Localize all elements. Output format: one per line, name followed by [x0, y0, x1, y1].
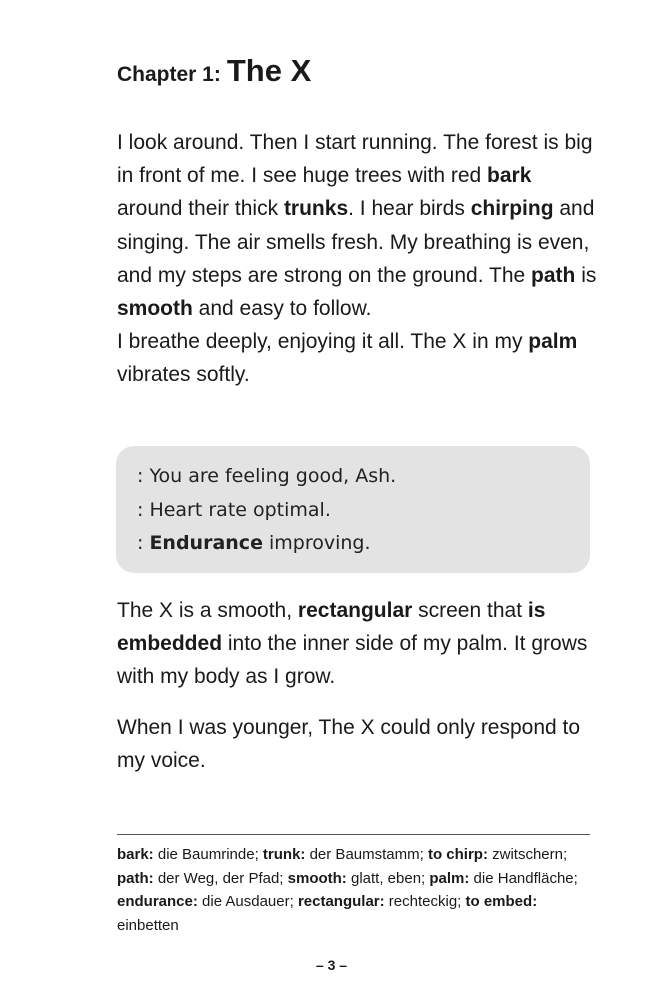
chapter-heading: [117, 52, 311, 89]
story-paragraph-3: When I was younger, The X could only respond to my voice.: [117, 716, 581, 773]
bold-term: to embed:: [465, 893, 538, 910]
footnote-divider: [117, 834, 590, 835]
screen-line-3: : Endurance improving.: [137, 532, 371, 554]
bold-term: trunk:: [262, 846, 306, 863]
screen-line-1: : You are feeling good, Ash.: [137, 465, 397, 487]
bold-term: bark:: [117, 846, 154, 863]
bold-term: bark: [487, 164, 532, 188]
vocabulary-glossary: bark: die Baumrinde; trunk: der Baumstamm; to chirp: zwitschern; path: der Weg, der Pfad; smooth: glatt, eben; palm: die Handfläche; endurance: die Ausdauer; rectangular: rechteckig; to embed: einbetten: [117, 846, 578, 934]
chapter-label: Chapter 1:: [117, 63, 221, 86]
x-screen-message-box: [116, 446, 590, 573]
story-paragraph-2: The X is a smooth, rectangular screen that is embedded into the inner side of my palm. It grows with my body as I grow.: [117, 599, 588, 689]
bold-term: rectangular: [297, 599, 413, 622]
bold-term: is embedded: [117, 599, 546, 656]
story-text-2: I breathe deeply, enjoying it all. The X in my palm vibrates softly.: [117, 330, 578, 387]
story-text-1: I look around. Then I start running. The forest is big in front of me. I see huge trees with red bark around their thick trunks. I hear birds chirping and singing. The air smells fresh. My breathing is even, and my steps are strong on the ground. The path is smooth and easy to follow.: [117, 131, 597, 321]
bold-term: path:: [117, 869, 154, 887]
bold-term: trunks: [283, 197, 349, 221]
page-number: – 3 –: [315, 957, 348, 973]
bold-term: chirping: [470, 197, 554, 221]
bold-term: endurance:: [117, 893, 198, 910]
screen-line-2: : Heart rate optimal.: [137, 498, 331, 521]
bold-term: rectangular:: [297, 893, 385, 910]
bold-term: smooth:: [287, 869, 347, 887]
story-paragraph-1: [117, 126, 597, 392]
bold-term: path: [531, 263, 576, 287]
bold-term: smooth: [117, 297, 193, 321]
bold-term: palm: [528, 330, 578, 354]
bold-term: Endurance: [149, 532, 263, 554]
bold-term: palm:: [429, 869, 470, 887]
bold-term: to chirp:: [427, 846, 488, 863]
chapter-title: The X: [226, 53, 312, 88]
